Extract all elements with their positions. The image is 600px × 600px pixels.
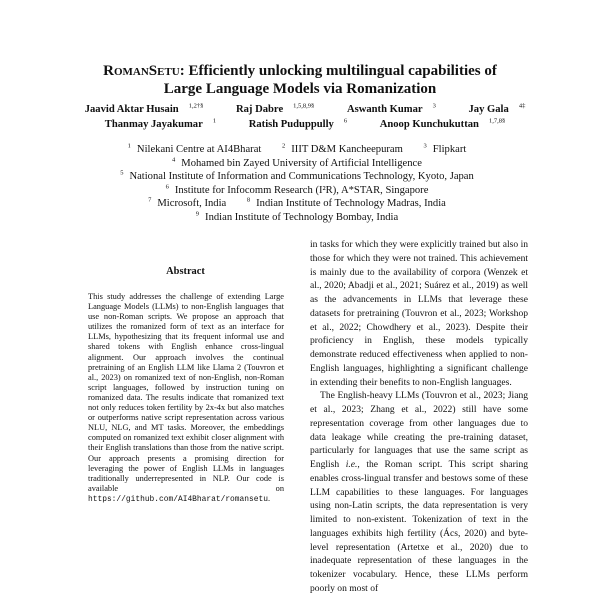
abstract-heading: Abstract xyxy=(166,266,205,277)
affiliation-line: $^5$ National Institute of Information and Communications Technology, Kyoto, Japan xyxy=(120,169,474,182)
author: Jay Gala $^{4\ddagger}$ xyxy=(468,102,526,115)
author: Ratish Puduppully $^6$ xyxy=(248,117,348,130)
author: Jaavid Aktar Husain $^{1,2\dagger\S}$ xyxy=(84,102,204,115)
right-column-text xyxy=(310,238,528,596)
paragraph: in tasks for which they were explicitly trained but also in those for which they were not trained. This achievement is mainly due to the availability of corpora (Wenzek et al., 2020; Abadji et al., 2021; Suárez et al., 2019) as well as the advancements in LLMs that leverage these datasets for pretraining (Touvron et al., 2023; Workshop et al., 2022; Chowdhery et al., 2023). Despite their proficiency in English, these models typically demonstrate reduced effectiveness when applied to non-English languages, highlighting a significant challenge in extending their benefits to non-English languages. xyxy=(310,239,528,388)
affiliation-line: $^4$ Mohamed bin Zayed University of Artificial Intelligence xyxy=(172,156,422,169)
abstract-body: This study addresses the challenge of extending Large Language Models (LLMs) to non-English languages that use non-Roman scripts. We propose an approach that utilizes the romanized form of text as an interface for LLMs, hypothesizing that its frequent informal use and shared tokens with English enhance cross-lingual alignment. Our approach involves the continual pretraining of an English LLM like Llama 2 (Touvron et al., 2023) on romanized text of non-English, non-Roman script languages, followed by instruction tuning on romanized data. The results indicate that romanized text not only reduces token fertility by 2x-4x but also matches or outperforms native script representation across various NLU, NLG, and MT tasks. Moreover, the embeddings computed on romanized text exhibit closer alignment with their English translations than those from the native script. Our approach presents a promising direction for leveraging the power of English LLMs in languages traditionally underrepresented in NLP. Our code is available on https://github.com/AI4Bharat/romansetu. xyxy=(88,292,284,504)
affiliation-line: $^9$ Indian Institute of Technology Bombay, India xyxy=(195,210,399,223)
author: Raj Dabre $^{1,5,8,9\S}$ xyxy=(235,102,315,115)
paragraph: The English-heavy LLMs (Touvron et al., 2023; Jiang et al., 2023; Zhang et al., 2022) still have some representation coverage from other languages due to data leakage while creating the pre-training dataset, particularly for languages that use the same script as English i.e., the Roman script. This script sharing enables cross-lingual transfer and bestows some of these LLM capabilities to these languages. For languages using non-Latin scripts, the data representation is very limited to non-existent. Tokenization of text in the languages exhibits high fertility (Ács, 2020) and byte-level representation (Artetxe et al., 2020) due to inadequate representation of these languages in the tokenizer vocabulary. Hence, these LLMs perform poorly on most of xyxy=(310,390,528,594)
paper-title xyxy=(40,62,560,98)
title-system-name: RomanSetu xyxy=(103,63,180,79)
author: Aswanth Kumar $^3$ xyxy=(346,102,436,115)
affiliation-line: $^7$ Microsoft, India $^8$ Indian Institute of Technology Madras, India xyxy=(148,196,446,209)
title-line1-rest: : Efficiently unlocking multilingual capabilities of xyxy=(179,63,497,79)
affiliation-line: $^1$ Nilekani Centre at AI4Bharat $^2$ IIIT D&M Kancheepuram $^3$ Flipkart xyxy=(127,142,467,155)
affiliation-line: $^6$ Institute for Infocomm Research (I²R), A*STAR, Singapore xyxy=(165,183,429,196)
code-link[interactable]: https://github.com/AI4Bharat/romansetu xyxy=(88,494,268,504)
author: Thanmay Jayakumar $^1$ xyxy=(104,117,217,130)
author: Anoop Kunchukuttan $^{1,7,8\S}$ xyxy=(379,117,506,130)
title-line2: Large Language Models via Romanization xyxy=(163,81,437,97)
author-line-2 xyxy=(40,114,560,131)
